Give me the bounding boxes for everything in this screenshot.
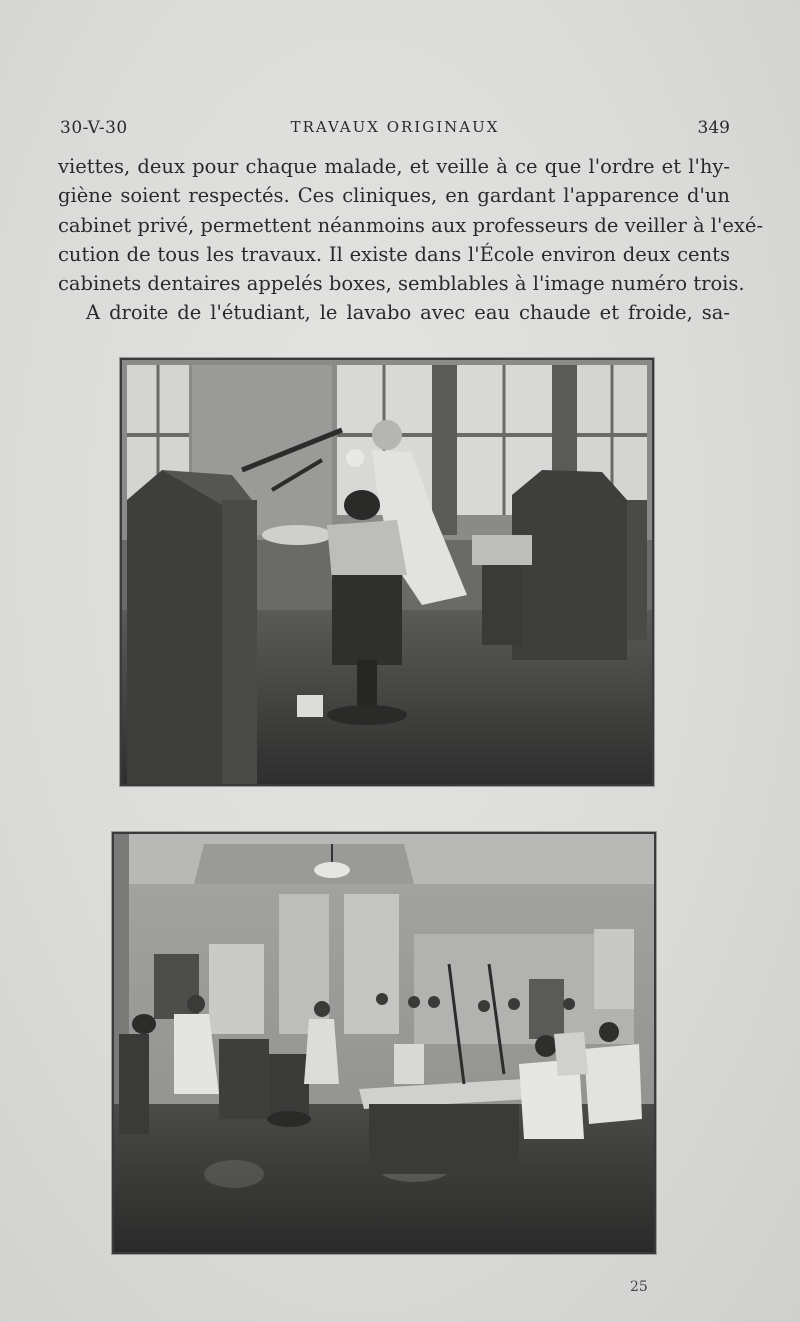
text-line: cabinets dentaires appelés boxes, semblables à l'image numéro trois. bbox=[58, 272, 745, 296]
printer-signature-mark: 25 bbox=[630, 1279, 648, 1295]
body-paragraph bbox=[58, 152, 764, 328]
running-head bbox=[60, 118, 730, 140]
header-section-title: TRAVAUX ORIGINAUX bbox=[290, 118, 500, 136]
text-line: cution de tous les travaux. Il existe dans l'École environ deux cents bbox=[58, 242, 730, 266]
photo-clinic-hall bbox=[112, 832, 656, 1254]
photo-clinic-hall-image bbox=[114, 834, 654, 1252]
photo-dental-cabinet bbox=[120, 358, 654, 786]
photo-dental-cabinet-image bbox=[122, 360, 652, 784]
text-line: giène soient respectés. Ces cliniques, en gardant l'apparence d'un bbox=[58, 184, 730, 208]
header-page-number: 349 bbox=[697, 118, 730, 138]
text-line: viettes, deux pour chaque malade, et veille à ce que l'ordre et l'hy- bbox=[58, 155, 730, 178]
text-line: A droite de l'étudiant, le lavabo avec eau chaude et froide, sa- bbox=[86, 301, 730, 325]
text-line: cabinet privé, permettent néanmoins aux professeurs de veiller à l'exé- bbox=[58, 213, 764, 237]
header-date: 30-V-30 bbox=[60, 118, 128, 138]
